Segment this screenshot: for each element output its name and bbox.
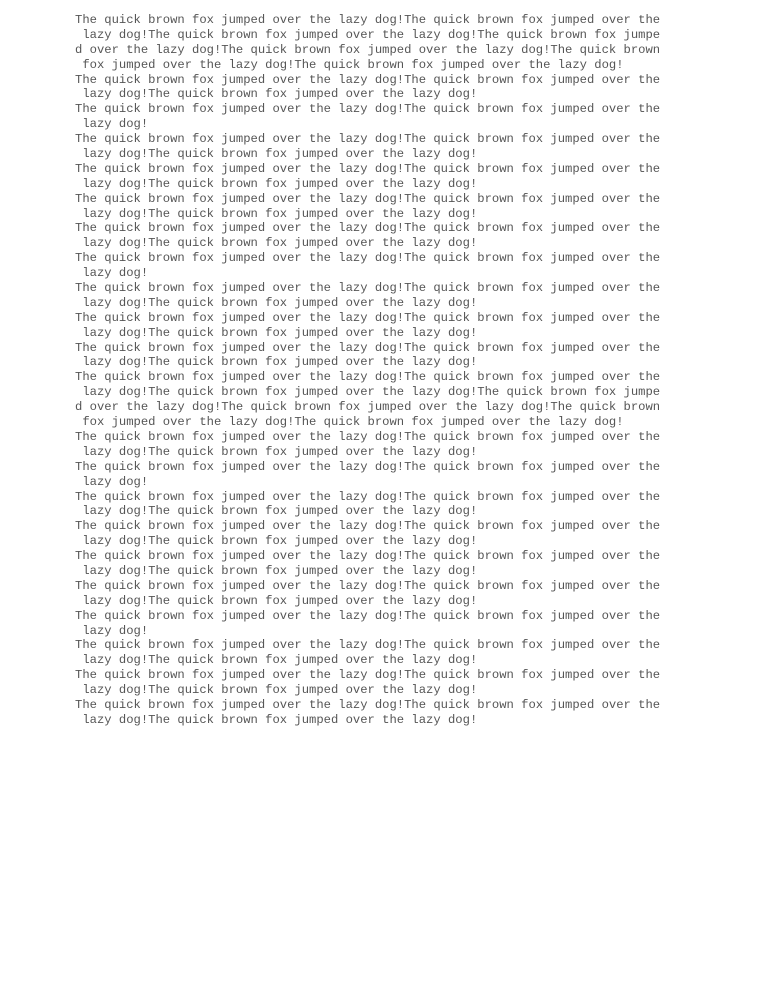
text-line: The quick brown fox jumped over the lazy dog!The quick brown fox jumped over the — [75, 251, 661, 266]
text-line: lazy dog!The quick brown fox jumped over the lazy dog! — [75, 176, 478, 191]
text-line: lazy dog! — [75, 474, 149, 489]
text-line: lazy dog!The quick brown fox jumped over the lazy dog! — [75, 236, 478, 251]
text-line: lazy dog!The quick brown fox jumped over the lazy dog! — [75, 147, 478, 162]
text-line: The quick brown fox jumped over the lazy dog!The quick brown fox jumped over the — [75, 549, 661, 564]
text-line: lazy dog!The quick brown fox jumped over the lazy dog! — [75, 295, 478, 310]
text-line: The quick brown fox jumped over the lazy dog!The quick brown fox jumped over the — [75, 489, 661, 504]
document-body — [75, 13, 675, 728]
text-line: lazy dog!The quick brown fox jumped over the lazy dog! — [75, 504, 478, 519]
text-line: fox jumped over the lazy dog!The quick brown fox jumped over the lazy dog! — [75, 57, 624, 72]
text-line: The quick brown fox jumped over the lazy dog!The quick brown fox jumped over the — [75, 191, 661, 206]
text-line: The quick brown fox jumped over the lazy dog!The quick brown fox jumped over the — [75, 281, 661, 296]
text-line: lazy dog! — [75, 117, 149, 132]
text-line: The quick brown fox jumped over the lazy dog!The quick brown fox jumped over the — [75, 132, 661, 147]
text-line: The quick brown fox jumped over the lazy dog!The quick brown fox jumped over the — [75, 221, 661, 236]
text-line: The quick brown fox jumped over the lazy dog!The quick brown fox jumped over the — [75, 459, 661, 474]
text-line: The quick brown fox jumped over the lazy dog!The quick brown fox jumped over the — [75, 13, 661, 27]
text-line: The quick brown fox jumped over the lazy dog!The quick brown fox jumped over the — [75, 370, 661, 385]
text-line: lazy dog!The quick brown fox jumped over the lazy dog! — [75, 593, 478, 608]
text-line: The quick brown fox jumped over the lazy dog!The quick brown fox jumped over the — [75, 310, 661, 325]
text-line: d over the lazy dog!The quick brown fox jumped over the lazy dog!The quick brown — [75, 400, 661, 415]
text-line: lazy dog!The quick brown fox jumped over the lazy dog! — [75, 683, 478, 698]
text-line: d over the lazy dog!The quick brown fox jumped over the lazy dog!The quick brown — [75, 42, 661, 57]
text-line: The quick brown fox jumped over the lazy dog!The quick brown fox jumped over the — [75, 668, 661, 683]
text-line: The quick brown fox jumped over the lazy dog!The quick brown fox jumped over the — [75, 340, 661, 355]
text-line: lazy dog!The quick brown fox jumped over the lazy dog!The quick brown fox jumpe — [75, 385, 661, 400]
text-line: The quick brown fox jumped over the lazy dog!The quick brown fox jumped over the — [75, 519, 661, 534]
text-line: The quick brown fox jumped over the lazy dog!The quick brown fox jumped over the — [75, 102, 661, 117]
text-line: lazy dog!The quick brown fox jumped over the lazy dog! — [75, 87, 478, 102]
text-line: The quick brown fox jumped over the lazy dog!The quick brown fox jumped over the — [75, 72, 661, 87]
text-line: lazy dog!The quick brown fox jumped over the lazy dog! — [75, 653, 478, 668]
text-line: The quick brown fox jumped over the lazy dog!The quick brown fox jumped over the — [75, 578, 661, 593]
text-line: lazy dog! — [75, 623, 149, 638]
text-line: lazy dog!The quick brown fox jumped over the lazy dog!The quick brown fox jumpe — [75, 27, 661, 42]
text-line: The quick brown fox jumped over the lazy dog!The quick brown fox jumped over the — [75, 697, 661, 712]
text-line: The quick brown fox jumped over the lazy dog!The quick brown fox jumped over the — [75, 429, 661, 444]
text-line: lazy dog!The quick brown fox jumped over the lazy dog! — [75, 325, 478, 340]
text-line: lazy dog!The quick brown fox jumped over the lazy dog! — [75, 444, 478, 459]
text-line: The quick brown fox jumped over the lazy dog!The quick brown fox jumped over the — [75, 161, 661, 176]
text-line: The quick brown fox jumped over the lazy dog!The quick brown fox jumped over the — [75, 638, 661, 653]
text-line: lazy dog!The quick brown fox jumped over the lazy dog! — [75, 563, 478, 578]
text-line: fox jumped over the lazy dog!The quick brown fox jumped over the lazy dog! — [75, 415, 624, 430]
text-line: lazy dog!The quick brown fox jumped over the lazy dog! — [75, 534, 478, 549]
text-line: lazy dog!The quick brown fox jumped over the lazy dog! — [75, 206, 478, 221]
text-line: lazy dog! — [75, 266, 149, 281]
text-line: The quick brown fox jumped over the lazy dog!The quick brown fox jumped over the — [75, 608, 661, 623]
text-line: lazy dog!The quick brown fox jumped over the lazy dog! — [75, 355, 478, 370]
text-line: lazy dog!The quick brown fox jumped over the lazy dog! — [75, 712, 478, 727]
